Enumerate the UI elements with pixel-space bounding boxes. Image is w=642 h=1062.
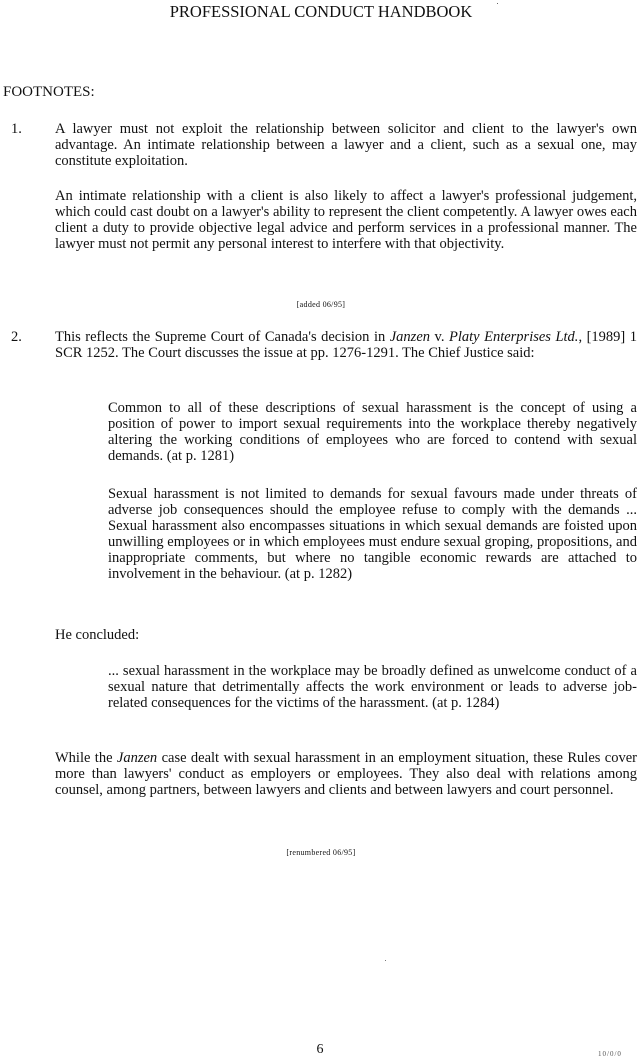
footnote-2-number: 2. bbox=[11, 329, 22, 345]
concluded-label: He concluded: bbox=[55, 627, 140, 643]
corner-mark: 10/0/0 bbox=[598, 1050, 622, 1058]
page-number: 6 bbox=[316, 1042, 324, 1057]
footnote-2-intro bbox=[55, 329, 637, 361]
revision-stamp-added: [added 06/95] bbox=[296, 300, 346, 309]
closing-text-pre: While the bbox=[55, 750, 117, 766]
case-name: Janzen bbox=[389, 329, 431, 345]
footnote-2-closing-paragraph bbox=[55, 750, 637, 798]
footnote-1-paragraph-1: A lawyer must not exploit the relationship between solicitor and client to the lawyer's own advantage. An intimate relationship between a lawyer and a client, such as a sexual one, may constitute exploitation. bbox=[55, 121, 637, 169]
intro-text-post: , [1989] 1 SCR 1252. The Court discusses the issue at pp. 1276-1291. The Chief Justice said: bbox=[55, 329, 637, 361]
block-quote-3: ... sexual harassment in the workplace may be broadly defined as unwelcome conduct of a sexual nature that detrimentally affects the work environment or leads to adverse job-related consequences for the victims of the harassment. (at p. 1284) bbox=[108, 663, 637, 711]
intro-text-pre: This reflects the Supreme Court of Canada's decision in bbox=[55, 329, 390, 345]
footnote-1-paragraph-2: An intimate relationship with a client is also likely to affect a lawyer's professional judgement, which could cast doubt on a lawyer's ability to represent the client competently. A lawyer owes each client a duty to provide objective legal advice and perform services in a professional manner. The lawyer must not permit any personal interest to interfere with that objectivity. bbox=[55, 188, 637, 252]
footnote-1-number: 1. bbox=[11, 121, 22, 137]
closing-case-name: Janzen bbox=[116, 750, 158, 766]
block-quote-2: Sexual harassment is not limited to demands for sexual favours made under threats of adverse job consequences should the employee refuse to comply with the demands ... Sexual harassment also encompasses situations in which sexual demands are foisted upon unwilling employees or in which employees must endure sexual groping, propositions, and inappropriate comments, but where no tangible economic rewards are attached to involvement in the behaviour. (at p. 1282) bbox=[108, 486, 637, 582]
intro-text-v: v. bbox=[430, 329, 449, 345]
scan-speck bbox=[497, 3, 498, 4]
closing-text-post: case dealt with sexual harassment in an employment situation, these Rules cover more than lawyers' conduct as employers or employees. They also deal with relations among counsel, among partners, between lawyers and clients and between lawyers and court personnel. bbox=[55, 750, 637, 798]
party-name: Platy Enterprises Ltd. bbox=[448, 329, 579, 345]
block-quote-1: Common to all of these descriptions of sexual harassment is the concept of using a position of power to import sexual requirements into the workplace thereby negatively altering the working conditions of employees who are forced to contend with sexual demands. (at p. 1281) bbox=[108, 400, 637, 464]
scan-speck bbox=[385, 960, 386, 961]
revision-stamp-renumbered: [renumbered 06/95] bbox=[286, 848, 356, 857]
footnotes-heading: FOOTNOTES: bbox=[3, 84, 95, 100]
page-title: PROFESSIONAL CONDUCT HANDBOOK bbox=[169, 2, 473, 21]
